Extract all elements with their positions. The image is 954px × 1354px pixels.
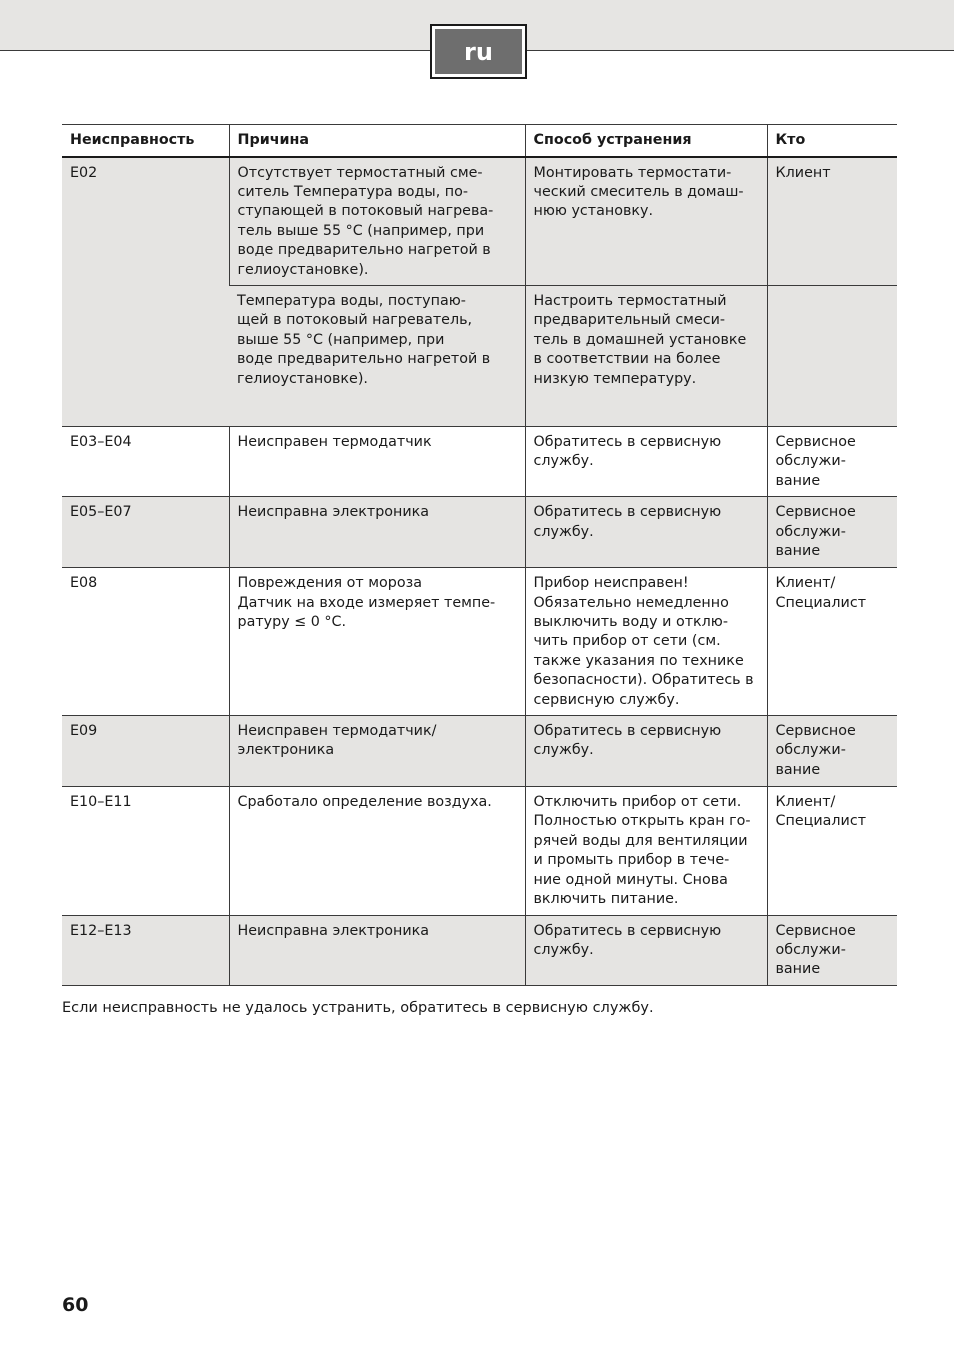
fault-code: E05–E07 <box>62 497 229 568</box>
fault-code: E10–E11 <box>62 787 229 915</box>
fault-responsible: Сервисное обслужи- вание <box>767 915 897 985</box>
fault-remedy: Прибор неисправен! Обязательно немедленно выключить воду и отклю- чить прибор от сети (см. также указания по технике безопасности). Обратитесь в сервисную службу. <box>525 568 767 716</box>
fault-responsible: Сервисное обслужи- вание <box>767 716 897 787</box>
fault-remedy: Обратитесь в сервисную службу. <box>525 497 767 568</box>
table-row <box>62 915 897 985</box>
language-badge-label: ru <box>435 29 522 74</box>
table-row <box>62 427 897 497</box>
fault-cause: Неисправен термодатчик <box>229 427 525 497</box>
fault-code: E02 <box>62 157 229 427</box>
table-header-row <box>62 125 897 157</box>
table-row <box>62 787 897 915</box>
fault-responsible: Клиент <box>767 157 897 286</box>
table-row <box>62 568 897 716</box>
fault-cause: Сработало определение воздуха. <box>229 787 525 915</box>
fault-code: E12–E13 <box>62 915 229 985</box>
fault-cause: Неисправна электроника <box>229 915 525 985</box>
error-table <box>62 124 897 986</box>
fault-cause: Неисправен термодатчик/ электроника <box>229 716 525 787</box>
fault-responsible: Клиент/ Специалист <box>767 568 897 716</box>
table-row <box>62 497 897 568</box>
footer-note: Если неисправность не удалось устранить, обратитесь в сервисную службу. <box>62 1000 654 1016</box>
fault-cause: Повреждения от мороза Датчик на входе измеряет темпе- ратуру ≤ 0 °C. <box>229 568 525 716</box>
fault-cause: Неисправна электроника <box>229 497 525 568</box>
page-number: 60 <box>62 1294 89 1316</box>
column-header-fault: Неисправность <box>62 125 229 157</box>
fault-remedy: Настроить термостатный предварительный смеси- тель в домашней установке в соответствии на более низкую температуру. <box>525 286 767 427</box>
fault-cause: Отсутствует термостатный сме- ситель Температура воды, по- ступающей в потоковый нагрева- тель выше 55 °C (например, при воде предварительно нагретой в гелиоустановке). <box>229 157 525 286</box>
table-row <box>62 716 897 787</box>
language-badge <box>430 24 527 79</box>
fault-code: E09 <box>62 716 229 787</box>
fault-responsible: Клиент/ Специалист <box>767 787 897 915</box>
table-row <box>62 157 897 286</box>
fault-responsible <box>767 286 897 427</box>
fault-remedy: Монтировать термостати- ческий смеситель в домаш- нюю установку. <box>525 157 767 286</box>
fault-responsible: Сервисное обслужи- вание <box>767 497 897 568</box>
fault-remedy: Обратитесь в сервисную службу. <box>525 427 767 497</box>
fault-code: E03–E04 <box>62 427 229 497</box>
fault-remedy: Отключить прибор от сети. Полностью открыть кран го- рячей воды для вентиляции и промыть прибор в тече- ние одной минуты. Снова включить питание. <box>525 787 767 915</box>
column-header-who: Кто <box>767 125 897 157</box>
fault-remedy: Обратитесь в сервисную службу. <box>525 716 767 787</box>
fault-cause: Температура воды, поступаю- щей в потоковый нагреватель, выше 55 °C (например, при воде предварительно нагретой в гелиоустановке). <box>229 286 525 427</box>
fault-remedy: Обратитесь в сервисную службу. <box>525 915 767 985</box>
fault-responsible: Сервисное обслужи- вание <box>767 427 897 497</box>
column-header-remedy: Способ устранения <box>525 125 767 157</box>
fault-code: E08 <box>62 568 229 716</box>
column-header-cause: Причина <box>229 125 525 157</box>
